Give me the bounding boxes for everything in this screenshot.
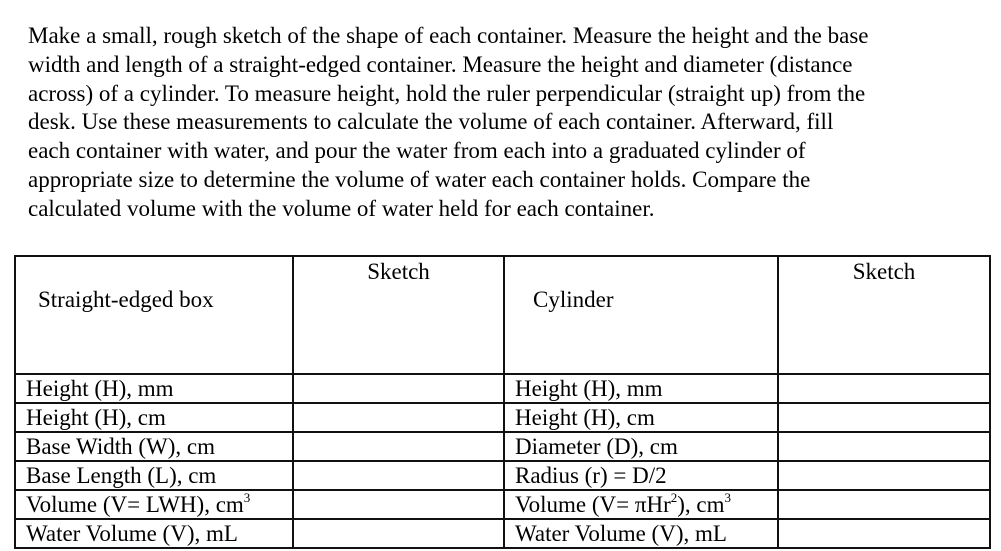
table-row: [15, 490, 990, 519]
cylinder-height-cm-value[interactable]: [778, 403, 990, 432]
cylinder-volume-prefix: Volume (V= πHr: [515, 492, 671, 517]
cylinder-volume-r-exponent: 2: [670, 490, 678, 505]
instruction-line: across) of a cylinder. To measure height, hold the ruler perpendicular (straight up) from the: [28, 80, 866, 106]
table-header-row: [15, 256, 990, 374]
cylinder-radius-value[interactable]: [778, 461, 990, 490]
table-row: [15, 374, 990, 403]
instruction-line: Make a small, rough sketch of the shape of each container. Measure the height and the base: [28, 23, 869, 48]
box-height-cm-label: Height (H), cm: [15, 403, 293, 432]
table-row: [15, 432, 990, 461]
cylinder-diameter-label: Diameter (D), cm: [504, 432, 778, 461]
box-base-width-value[interactable]: [293, 432, 504, 461]
cylinder-height-mm-label: Height (H), mm: [504, 374, 778, 403]
cylinder-volume-exponent: 3: [724, 490, 732, 505]
measurement-table: [14, 255, 991, 549]
table-row: [15, 461, 990, 490]
box-header: Straight-edged box: [15, 256, 293, 374]
box-base-width-label: Base Width (W), cm: [15, 432, 293, 461]
box-volume-label: [15, 490, 293, 519]
cylinder-header: Cylinder: [504, 256, 778, 374]
instructions-paragraph: [28, 22, 988, 224]
instruction-line: width and length of a straight-edged container. Measure the height and diameter (distance: [28, 51, 853, 77]
cylinder-height-mm-value[interactable]: [778, 374, 990, 403]
box-volume-value[interactable]: [293, 490, 504, 519]
table-row: [15, 519, 990, 548]
box-height-mm-label: Height (H), mm: [15, 374, 293, 403]
cylinder-volume-value[interactable]: [778, 490, 990, 519]
cylinder-water-volume-label: Water Volume (V), mL: [504, 519, 778, 548]
cylinder-diameter-value[interactable]: [778, 432, 990, 461]
box-base-length-label: Base Length (L), cm: [15, 461, 293, 490]
box-volume-text: Volume (V= LWH), cm: [26, 492, 244, 517]
cylinder-height-cm-label: Height (H), cm: [504, 403, 778, 432]
cylinder-volume-suffix: ), cm: [677, 492, 725, 517]
cylinder-radius-label: Radius (r) = D/2: [504, 461, 778, 490]
table-row: [15, 403, 990, 432]
instruction-line: appropriate size to determine the volume of water each container holds. Compare the: [28, 166, 811, 192]
box-volume-exponent: 3: [243, 490, 251, 505]
instruction-line: calculated volume with the volume of water held for each container.: [28, 195, 655, 221]
box-base-length-value[interactable]: [293, 461, 504, 490]
instruction-line: desk. Use these measurements to calculate the volume of each container. Afterward, fill: [28, 109, 834, 135]
instruction-line: each container with water, and pour the water from each into a graduated cylinder of: [28, 138, 806, 164]
cylinder-water-volume-value[interactable]: [778, 519, 990, 548]
cylinder-volume-label: [504, 490, 778, 519]
box-sketch-header[interactable]: Sketch: [293, 256, 504, 374]
box-height-cm-value[interactable]: [293, 403, 504, 432]
box-water-volume-value[interactable]: [293, 519, 504, 548]
box-water-volume-label: Water Volume (V), mL: [15, 519, 293, 548]
box-height-mm-value[interactable]: [293, 374, 504, 403]
cylinder-sketch-header[interactable]: Sketch: [778, 256, 990, 374]
